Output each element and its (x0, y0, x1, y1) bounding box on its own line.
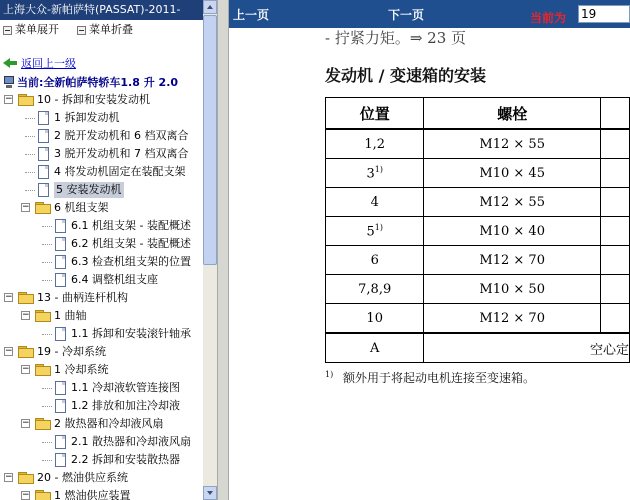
tree-label: 19 - 冷却系统 (37, 345, 106, 358)
document-icon (55, 381, 66, 395)
tree-folder[interactable] (0, 343, 203, 361)
header-position: 位置 (326, 98, 424, 130)
cell-position (326, 333, 424, 363)
folder-icon (35, 418, 51, 430)
tree-item[interactable] (0, 127, 203, 145)
tree-connector (42, 334, 52, 335)
table-row (326, 188, 630, 217)
table-row (326, 129, 630, 159)
footnote (325, 369, 535, 386)
tree-label: 1.2 排放和加注冷却液 (71, 399, 180, 412)
tree-toggle-icon[interactable]: − (5, 94, 13, 104)
position-value: 1,2 (364, 136, 386, 152)
document-icon (55, 237, 66, 251)
tree-connector (42, 244, 52, 245)
cell-bolt: M12 × 70 (424, 304, 601, 334)
table-row (326, 304, 630, 334)
tree-connector (42, 442, 52, 443)
tree-label: 1.1 冷却液软管连接图 (71, 381, 180, 394)
folder-icon (35, 490, 51, 500)
tree-connector (25, 190, 35, 191)
tree-label: 5 安装发动机 (56, 183, 122, 196)
tree-label: 2 脱开发动机和 6 档双离合 (54, 129, 189, 142)
folder-icon (18, 346, 34, 358)
cell-position (326, 159, 424, 188)
tree-toggle-icon[interactable]: − (5, 472, 13, 482)
tree-label: 10 - 拆卸和安装发动机 (37, 93, 150, 106)
section-heading: 发动机 / 变速箱的安装 (325, 66, 486, 85)
tree-label: 4 将发动机固定在装配支架 (54, 165, 186, 178)
current-location (3, 73, 178, 90)
current-page-label: 当前为 (530, 11, 567, 25)
cell-extra (600, 159, 629, 188)
header-bolt: 螺栓 (424, 98, 601, 130)
footnote-ref: 1) (374, 222, 383, 232)
position-value: 7,8,9 (358, 281, 392, 297)
position-value: 6 (370, 252, 379, 268)
tree-toggle-icon[interactable]: − (22, 364, 30, 374)
document-icon (55, 327, 66, 341)
position-value: 5 (366, 224, 375, 240)
tree-item[interactable] (0, 451, 203, 469)
cell-extra (600, 217, 629, 246)
tree-label: 2.1 散热器和冷却液风扇 (71, 435, 191, 448)
left-panel (0, 0, 217, 500)
tree-connector (42, 406, 52, 407)
tree-label: 1 燃油供应装置 (54, 489, 131, 500)
cell-position (326, 275, 424, 304)
cell-bolt: M10 × 45 (424, 159, 601, 188)
tree-folder[interactable] (0, 469, 203, 487)
position-value: 10 (366, 310, 383, 326)
cell-bolt: M10 × 40 (424, 217, 601, 246)
tree-label: 1 曲轴 (54, 309, 87, 322)
document-icon (38, 129, 49, 143)
window-title: 上海大众-新帕萨特(PASSAT)-2011- (0, 0, 203, 20)
tree-connector (25, 118, 35, 119)
tree-toggle-icon[interactable]: − (5, 292, 13, 302)
cell-bolt: 空心定 (424, 333, 630, 363)
document-icon (55, 255, 66, 269)
tree-folder[interactable] (0, 361, 203, 379)
cell-bolt: M12 × 55 (424, 188, 601, 217)
footnote-mark: 1) (325, 370, 334, 379)
document-icon (55, 435, 66, 449)
tree-item[interactable] (0, 397, 203, 415)
tree-connector (25, 172, 35, 173)
tree-item[interactable] (0, 379, 203, 397)
cell-position (326, 129, 424, 159)
expand-menu-button[interactable] (3, 20, 59, 40)
cell-bolt: M12 × 70 (424, 246, 601, 275)
cell-position (326, 188, 424, 217)
back-row (3, 55, 76, 71)
folder-icon (18, 292, 34, 304)
document-icon (38, 147, 49, 161)
current-location-label: 当前:全新帕萨特轿车1.8 升 2.0 (17, 75, 179, 89)
left-scrollbar[interactable] (203, 0, 217, 500)
menu-bar (0, 20, 203, 40)
scroll-thumb[interactable] (203, 15, 217, 265)
back-arrow-icon[interactable] (3, 58, 17, 68)
tree-toggle-icon[interactable]: − (22, 418, 30, 428)
expand-icon (3, 26, 12, 35)
tree-label: 1.1 拆卸和安装滚针轴承 (71, 327, 191, 340)
tree-connector (25, 136, 35, 137)
table-row (326, 217, 630, 246)
folder-icon (35, 364, 51, 376)
scroll-up-button[interactable] (203, 0, 217, 14)
tree-connector (25, 154, 35, 155)
tree-toggle-icon[interactable]: − (22, 202, 30, 212)
tree-item[interactable] (0, 163, 203, 181)
folder-icon (35, 202, 51, 214)
cell-extra (600, 275, 629, 304)
tree-connector (42, 226, 52, 227)
header-extra (600, 98, 629, 130)
back-link[interactable]: 返回上一级 (21, 57, 76, 70)
document-icon (55, 453, 66, 467)
tree-item[interactable] (0, 181, 203, 199)
tree-item[interactable] (0, 433, 203, 451)
tree-label: 6.1 机组支架 - 装配概述 (71, 219, 191, 232)
tree-connector (42, 262, 52, 263)
computer-icon (3, 76, 15, 88)
tree-label: 13 - 曲柄连杆机构 (37, 291, 128, 304)
panel-splitter[interactable] (217, 0, 229, 500)
tree-folder[interactable] (0, 91, 203, 109)
tree-label: 3 脱开发动机和 7 档双离合 (54, 147, 189, 160)
cell-extra (600, 188, 629, 217)
tree-folder[interactable] (0, 289, 203, 307)
tree-folder[interactable] (0, 199, 203, 217)
tree-toggle-icon[interactable]: − (22, 310, 30, 320)
tree-folder[interactable] (0, 307, 203, 325)
folder-icon (18, 94, 34, 106)
tree-item[interactable] (0, 145, 203, 163)
collapse-menu-label: 菜单折叠 (89, 23, 133, 36)
document-icon (55, 219, 66, 233)
table-row (326, 246, 630, 275)
table-row (326, 333, 630, 363)
cell-extra (600, 246, 629, 275)
cell-bolt: M12 × 55 (424, 129, 601, 159)
document-icon (55, 399, 66, 413)
tree-toggle-icon[interactable]: − (5, 346, 13, 356)
tree-label: 6.2 机组支架 - 装配概述 (71, 237, 191, 250)
document-icon (38, 111, 49, 125)
table-row (326, 159, 630, 188)
table-row (326, 275, 630, 304)
tree-toggle-icon[interactable]: − (22, 490, 30, 500)
tree-folder[interactable] (0, 415, 203, 433)
collapse-menu-button[interactable] (77, 20, 133, 40)
tree-item[interactable] (0, 109, 203, 127)
tree-connector (42, 460, 52, 461)
tree-label: 6.3 检查机组支架的位置 (71, 255, 191, 268)
tree-label: 1 拆卸发动机 (54, 111, 120, 124)
position-value: 4 (370, 194, 379, 210)
tree-connector (42, 388, 52, 389)
tree-item[interactable] (0, 217, 203, 235)
tree-connector (42, 280, 52, 281)
tree-folder[interactable] (0, 487, 203, 500)
tree-item[interactable] (0, 325, 203, 343)
tree-label: 1 冷却系统 (54, 363, 109, 376)
position-value: 3 (366, 166, 375, 182)
collapse-icon (77, 26, 86, 35)
tree-item[interactable] (0, 253, 203, 271)
expand-menu-label: 菜单展开 (15, 23, 59, 36)
tree-item[interactable] (0, 235, 203, 253)
cell-extra (600, 304, 629, 334)
cell-position (326, 304, 424, 334)
bolt-table (325, 97, 630, 363)
prev-page-button[interactable]: 上一页 (233, 8, 270, 22)
document-icon (55, 273, 66, 287)
document-icon (38, 183, 49, 197)
folder-icon (18, 472, 34, 484)
position-value: A (370, 340, 380, 356)
folder-icon (35, 310, 51, 322)
page-number-input[interactable] (578, 5, 630, 23)
cell-extra (600, 129, 629, 159)
tree-label: 6 机组支架 (54, 201, 109, 214)
tree-item[interactable] (0, 271, 203, 289)
tree-label: 2.2 拆卸和安装散热器 (71, 453, 180, 466)
torque-reference: - 拧紧力矩。⇒ 23 页 (325, 29, 467, 47)
tree-label: 2 散热器和冷却液风扇 (54, 417, 164, 430)
cell-position (326, 246, 424, 275)
tree-label: 20 - 燃油供应系统 (37, 471, 128, 484)
cell-bolt: M10 × 50 (424, 275, 601, 304)
document-icon (38, 165, 49, 179)
footnote-text: 额外用于将起动电机连接至变速箱。 (343, 371, 536, 385)
scroll-down-button[interactable] (203, 486, 217, 500)
next-page-button[interactable]: 下一页 (388, 8, 425, 22)
page-nav-bar (229, 0, 630, 28)
cell-position (326, 217, 424, 246)
tree-label: 6.4 调整机组支座 (71, 273, 158, 286)
document-view (229, 28, 630, 500)
footnote-ref: 1) (374, 164, 383, 174)
